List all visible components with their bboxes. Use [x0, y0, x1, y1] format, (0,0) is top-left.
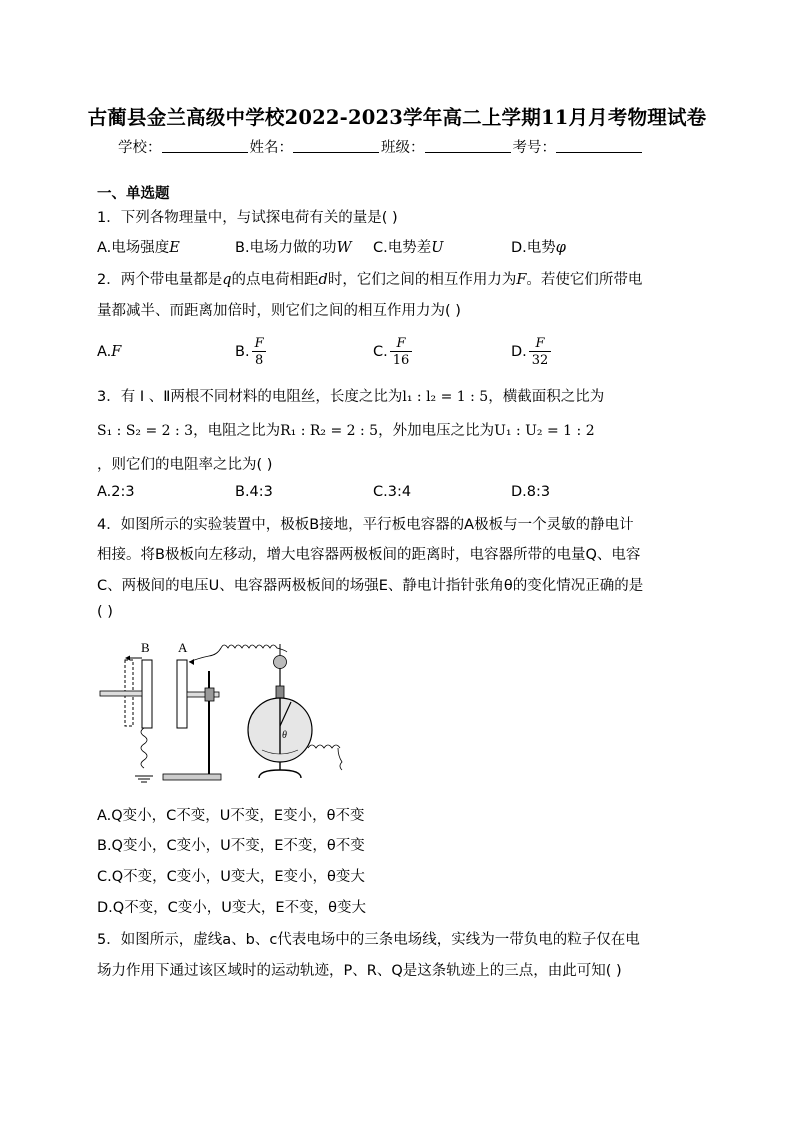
q2-stem-line1: 2．两个带电量都是q的点电荷相距d时，它们之间的相互作用力为F。若使它们所带电	[97, 272, 643, 288]
q4-stem-line4: ( )	[97, 604, 113, 620]
school-field[interactable]	[162, 136, 248, 153]
resistance-ratio: R₁ : R₂ = 2 : 5	[280, 423, 379, 439]
q3-stem-line2: S₁ : S₂ = 2 : 3，电阻之比为R₁ : R₂ = 2 : 5，外加电压之比为U₁ : U₂ = 1 : 2	[97, 423, 595, 439]
q3-option-c[interactable]: C.3:4	[373, 484, 412, 500]
q2-option-a[interactable]: A.F	[97, 344, 122, 360]
q3-option-b[interactable]: B.4:3	[235, 484, 273, 500]
q5-stem-line1: 5．如图所示，虚线a、b、c代表电场中的三条电场线，实线为一带负电的粒子仅在电	[97, 932, 640, 948]
number-label: 考号：	[512, 140, 556, 156]
q3-option-d[interactable]: D.8:3	[511, 484, 551, 500]
class-label: 班级：	[381, 140, 425, 156]
q2-stem-line2: 量都减半、而距离加倍时，则它们之间的相互作用力为( )	[97, 303, 461, 319]
q4-option-a[interactable]: A.Q变小，C不变，U不变，E变小，θ不变	[97, 808, 365, 824]
q4-option-d[interactable]: D.Q不变，C变小，U变大，E不变，θ变大	[97, 900, 366, 916]
area-ratio: S₁ : S₂ = 2 : 3	[97, 423, 194, 439]
length-ratio: l₁ : l₂ = 1 : 5	[402, 389, 489, 405]
q1-option-d[interactable]: D.电势φ	[511, 240, 566, 256]
q3-stem-line3: ，则它们的电阻率之比为( )	[97, 457, 273, 473]
q4-stem-line2: 相接。将B极板向左移动，增大电容器两极板间的距离时，电容器所带的电量Q、电容	[97, 547, 641, 563]
q2-option-b[interactable]: B. $\frac{F}{8}$	[235, 336, 373, 368]
q4-stem-line1: 4．如图所示的实验装置中，极板B接地，平行板电容器的A极板与一个灵敏的静电计	[97, 517, 634, 533]
class-field[interactable]	[425, 136, 511, 153]
q1-option-b[interactable]: B.电场力做的功W	[235, 240, 352, 256]
q3-option-a[interactable]: A.2:3	[97, 484, 135, 500]
q4-stem-line3: C、两极间的电压U、电容器两极板间的场强E、静电计指针张角θ的变化情况正确的是	[97, 578, 644, 594]
label-theta: θ	[282, 730, 287, 741]
voltage-ratio: U₁ : U₂ = 1 : 2	[494, 423, 595, 439]
student-info-row	[118, 136, 644, 157]
name-label: 姓名：	[249, 140, 293, 156]
q4-option-b[interactable]: B.Q变小，C变小，U不变，E不变，θ不变	[97, 838, 365, 854]
q1-option-a[interactable]: A.电场强度E	[97, 240, 180, 256]
name-field[interactable]	[293, 136, 379, 153]
label-b: B	[141, 640, 150, 655]
q5-stem-line2: 场力作用下通过该区域时的运动轨迹，P、R、Q是这条轨迹上的三点，由此可知( )	[97, 963, 622, 979]
page-title: 古蔺县金兰高级中学校2022-2023学年高二上学期11月月考物理试卷	[87, 106, 707, 129]
q2-options	[97, 332, 551, 372]
capacitor-electroscope-figure	[97, 636, 357, 786]
q1-stem: 1．下列各物理量中，与试探电荷有关的量是( )	[97, 210, 398, 226]
q3-stem-line1: 3．有 Ⅰ 、Ⅱ两根不同材料的电阻丝，长度之比为l₁ : l₂ = 1 : 5，横截面积之比为	[97, 389, 605, 405]
section-heading: 一、单选题	[97, 186, 170, 202]
q4-option-c[interactable]: C.Q不变，C变小，U变大，E变小，θ变大	[97, 869, 365, 885]
label-a: A	[178, 640, 188, 655]
school-label: 学校：	[118, 140, 162, 156]
q1-options	[97, 236, 566, 257]
number-field[interactable]	[556, 136, 642, 153]
q3-options	[97, 484, 550, 500]
q2-option-d[interactable]: D. $\frac{F}{32}$	[511, 336, 551, 368]
q1-option-c[interactable]: C.电势差U	[373, 240, 444, 256]
q2-option-c[interactable]: C. $\frac{F}{16}$	[373, 336, 511, 368]
